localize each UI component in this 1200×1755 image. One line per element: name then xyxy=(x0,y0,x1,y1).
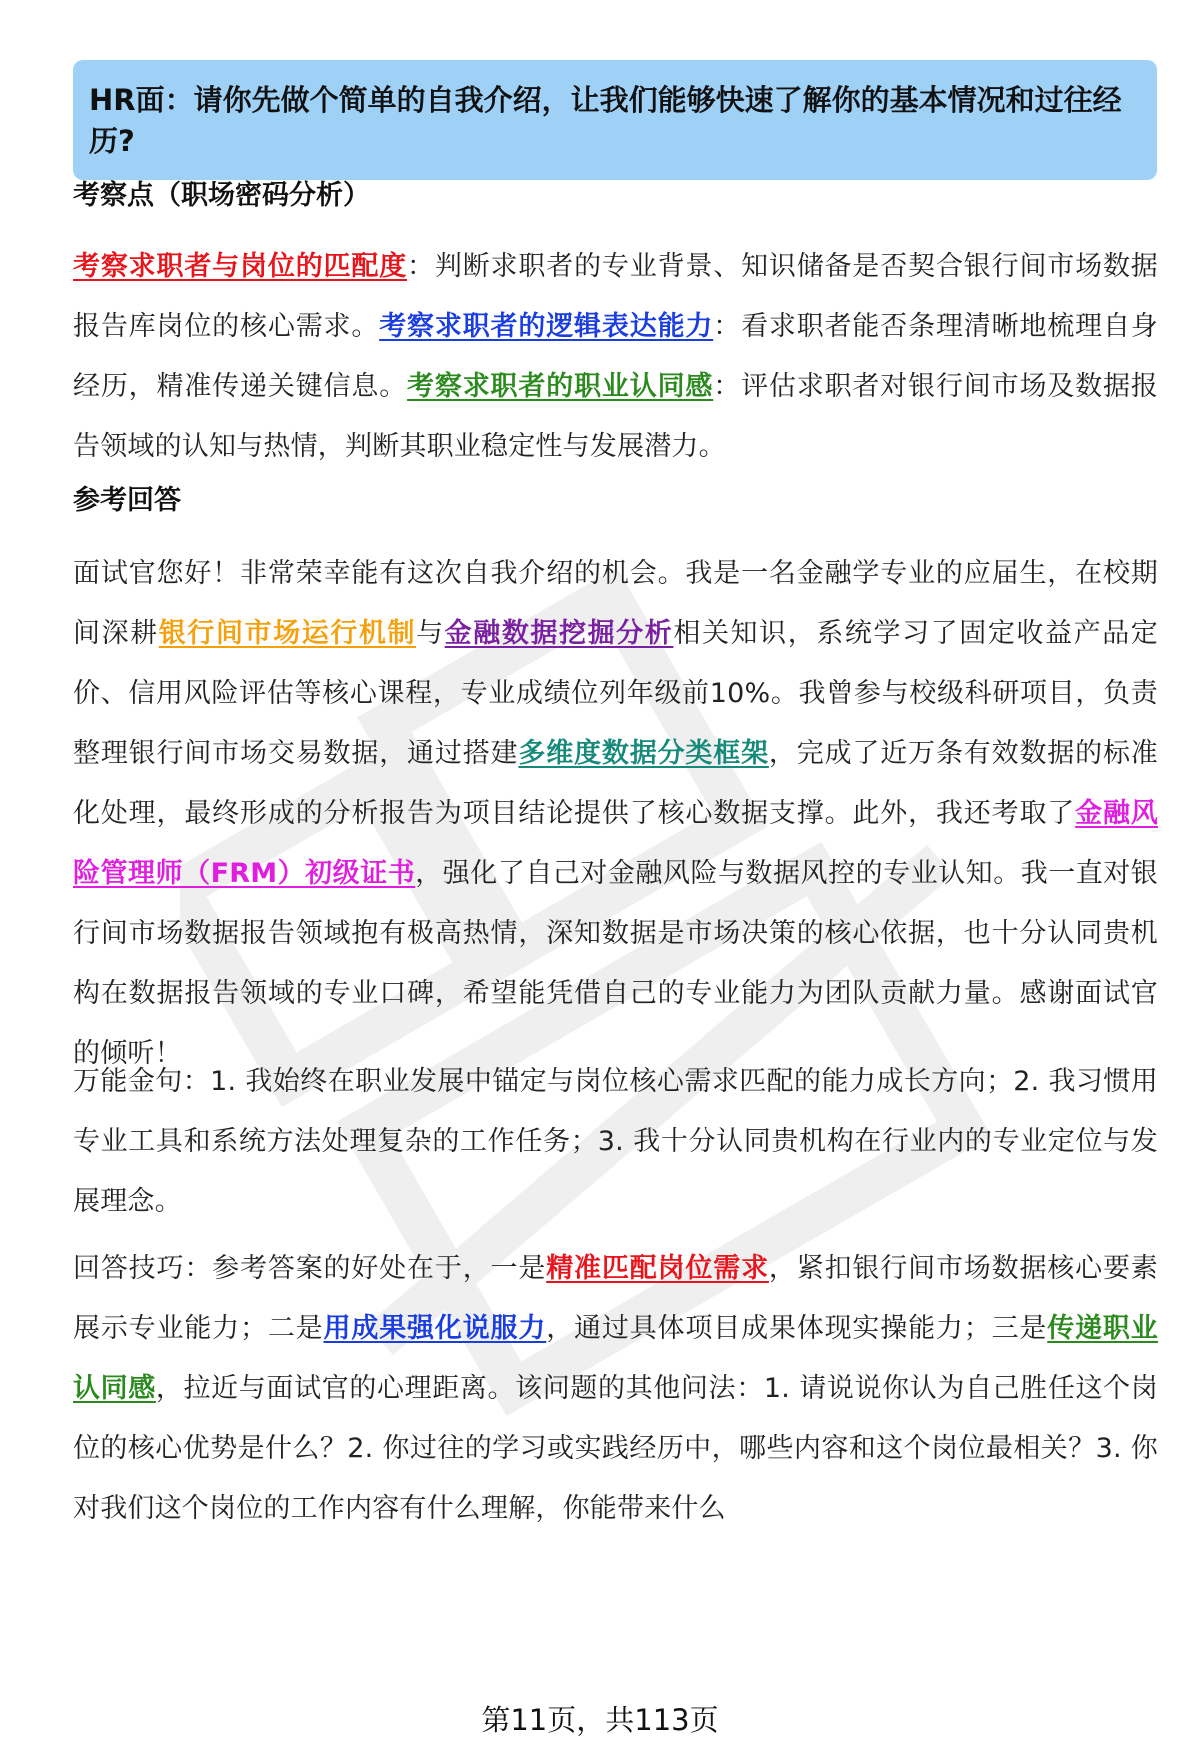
highlight-interbank-mechanism: 银行间市场运行机制 xyxy=(158,618,417,649)
point-text: ：看求职者能否条理清晰地梳理自身经历，精准传递关键信息。 xyxy=(73,311,1158,402)
answer-tips xyxy=(73,1239,1158,1539)
highlight-frm-certificate: 金融风险管理师（FRM）初级证书 xyxy=(73,798,1158,889)
golden-sentences: 万能金句：1. 我始终在职业发展中锚定与岗位核心需求匹配的能力成长方向；2. 我习惯用专业工具和系统方法处理复杂的工作任务；3. 我十分认同贵机构在行业内的专业定位与发展理念。 xyxy=(73,1066,1158,1217)
page-number-footer: 第11页，共113页 xyxy=(481,1703,719,1737)
section-title-reference-answer: 参考回答 xyxy=(73,485,181,516)
question-text: HR面：请你先做个简单的自我介绍，让我们能够快速了解你的基本情况和过往经历? xyxy=(89,83,1122,158)
answer-text: 面试官您好！非常荣幸能有这次自我介绍的机会。我是一名金融学专业的应届生，在校期间深耕 xyxy=(73,558,1158,649)
assessment-points xyxy=(73,237,1158,477)
highlight-precise-match: 精准匹配岗位需求 xyxy=(546,1253,769,1284)
point-text: ：判断求职者的专业背景、知识储备是否契合银行间市场数据报告库岗位的核心需求。 xyxy=(73,251,1158,342)
answer-text: ，完成了近万条有效数据的标准化处理，最终形成的分析报告为项目结论提供了核心数据支撑。此外，我还考取了 xyxy=(73,738,1158,829)
highlight-data-mining: 金融数据挖掘分析 xyxy=(444,618,674,649)
question-banner xyxy=(73,60,1157,180)
tips-text: ，拉近与面试官的心理距离。该问题的其他问法：1. 请说说你认为自己胜任这个岗位的核心优势是什么？2. 你过往的学习或实践经历中，哪些内容和这个岗位最相关？3. 你对我们这个岗位的工作内容有什么理解，你能带来什么 xyxy=(73,1373,1158,1524)
highlight-career-identity: 考察求职者的职业认同感 xyxy=(407,371,714,402)
tips-text: 回答技巧：参考答案的好处在于，一是 xyxy=(73,1253,547,1284)
tips-text: ，紧扣银行间市场数据核心要素展示专业能力；二是 xyxy=(73,1253,1158,1344)
highlight-career-identity-tip: 传递职业认同感 xyxy=(73,1313,1158,1404)
highlight-job-match: 考察求职者与岗位的匹配度 xyxy=(73,251,408,282)
highlight-data-framework: 多维度数据分类框架 xyxy=(518,738,769,769)
answer-text: ，强化了自己对金融风险与数据风控的专业认知。我一直对银行间市场数据报告领域抱有极高热情，深知数据是市场决策的核心依据，也十分认同贵机构在数据报告领域的专业口碑，希望能凭借自己的专业能力为团队贡献力量。感谢面试官的倾听！ xyxy=(73,858,1159,1069)
reference-answer xyxy=(73,544,1158,1084)
point-text: ：评估求职者对银行间市场及数据报告领域的认知与热情，判断其职业稳定性与发展潜力。 xyxy=(73,371,1158,462)
tips-text: ，通过具体项目成果体现实操能力；三是 xyxy=(546,1313,1048,1344)
highlight-results-persuasion: 用成果强化说服力 xyxy=(323,1313,547,1344)
answer-text: 相关知识，系统学习了固定收益产品定价、信用风险评估等核心课程，专业成绩位列年级前10%。我曾参与校级科研项目，负责整理银行间市场交易数据，通过搭建 xyxy=(73,618,1158,769)
answer-text: 与 xyxy=(416,618,445,649)
highlight-logic-expression: 考察求职者的逻辑表达能力 xyxy=(379,311,714,342)
section-title-assessment: 考察点（职场密码分析） xyxy=(73,180,370,211)
